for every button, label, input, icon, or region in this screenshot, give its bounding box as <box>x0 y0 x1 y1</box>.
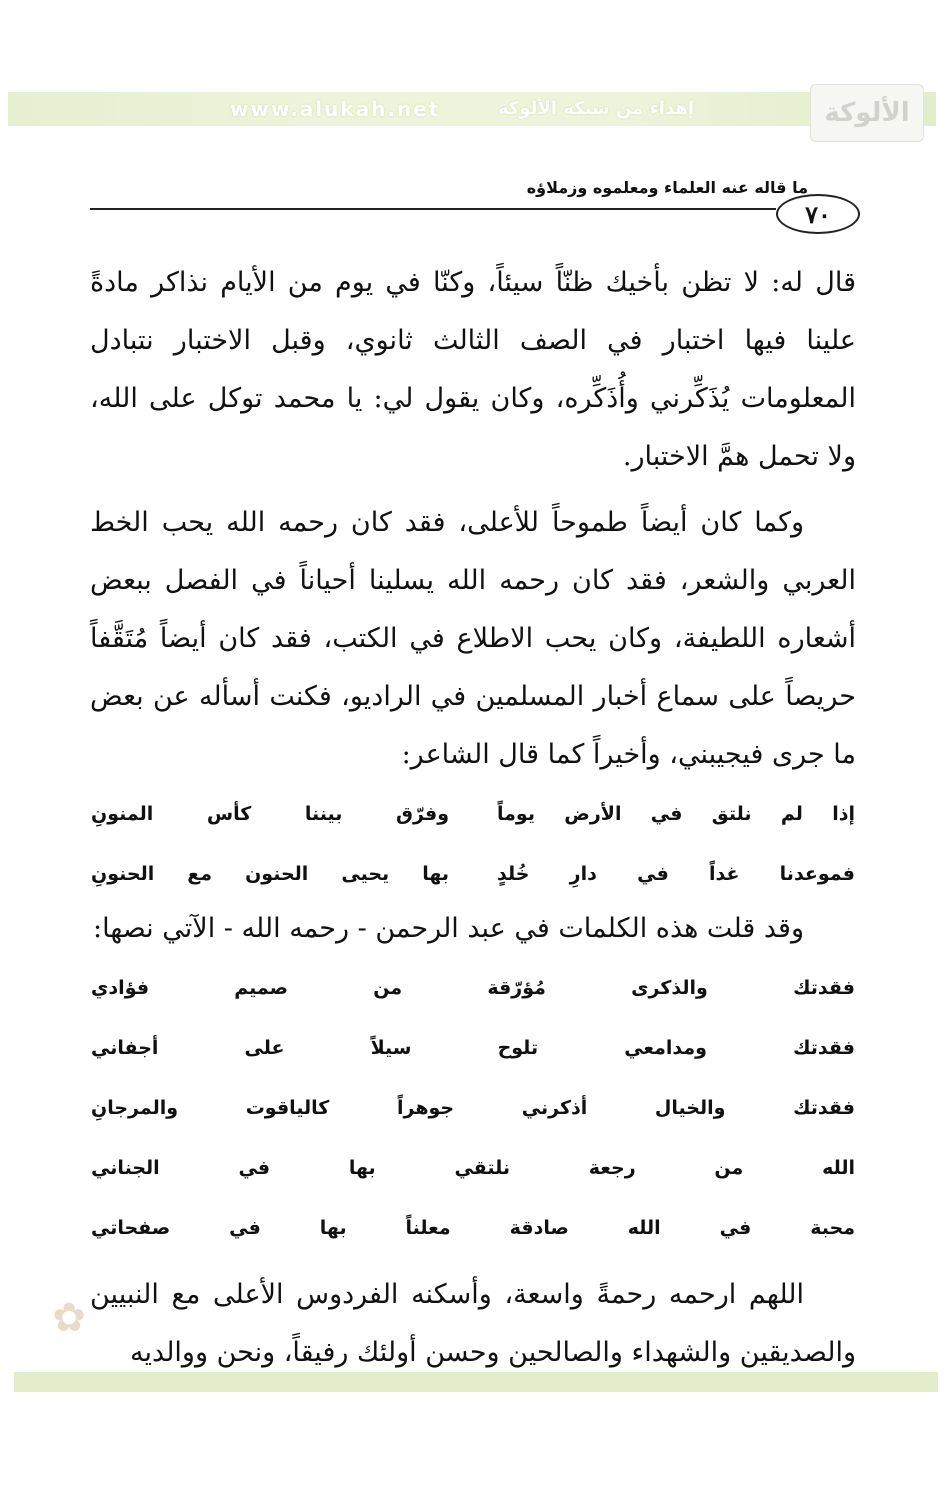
closing-paragraph: اللهم ارحمه رحمةً واسعة، وأسكنه الفردوس الأعلى مع النبيين والصديقين والشهداء والصالحين وحسن أولئك رفيقاً، ونحن ووالديه <box>90 1279 856 1368</box>
elegy-word: فؤادي <box>91 977 150 999</box>
poem-word: إذا <box>832 803 855 825</box>
running-header-title: ما قاله عنه العلماء ومعلموه وزملاؤه <box>526 178 808 197</box>
elegy-word: الله <box>627 1217 661 1239</box>
elegy-word: مُؤرّقة <box>487 977 546 999</box>
poem-hemistich-left <box>90 844 450 904</box>
banner-gift-text: إهداء من شبكة الألوكة <box>498 98 694 119</box>
paragraph-1: قال له: لا تظن بأخيك ظنّاً سيئاً، وكنّا في يوم من الأيام نذاكر مادةً علينا فيها اختبار في الصف الثالث ثانوي، وقبل الاختبار نتبادل المعلومات يُذَكِّرني وأُذَكِّره، وكان يقول لي: يا محمد توكل على الله، ولا تحمل همَّ الاختبار. <box>90 267 856 472</box>
elegy-intro: وقد قلت هذه الكلمات في عبد الرحمن - رحمه الله - الآتي نصها: <box>93 913 804 944</box>
poem-verse-2 <box>90 844 856 904</box>
elegy-cell <box>90 1138 856 1198</box>
elegy-word: في <box>229 1217 261 1239</box>
poem-word: بيننا <box>304 803 343 825</box>
elegy-word: والخيال <box>654 1097 726 1119</box>
poem <box>90 784 856 904</box>
elegy-word: معلناً <box>405 1217 451 1239</box>
poem-word: غداً <box>708 863 740 885</box>
poem-word: خُلدٍ <box>497 863 530 885</box>
elegy-word: سيلاً <box>370 1037 412 1059</box>
faded-watermark-icon: ✿ <box>52 1295 86 1341</box>
elegy-line-2 <box>90 1018 856 1078</box>
poem-word: المنونِ <box>91 803 154 825</box>
elegy-line-4 <box>90 1138 856 1198</box>
elegy-word: صفحاتي <box>91 1217 171 1239</box>
elegy-word: والذكرى <box>631 977 708 999</box>
alukah-logo: الألوكة <box>810 84 924 142</box>
elegy-word: في <box>719 1217 752 1239</box>
elegy-line-3 <box>90 1078 856 1138</box>
poem-hemistich-left <box>90 784 450 844</box>
poem-word: في <box>650 803 683 825</box>
elegy-word: تلوح <box>497 1037 539 1059</box>
poem-word: بها <box>422 863 450 885</box>
poem-word: لم <box>780 803 803 825</box>
footer-band <box>14 1372 938 1392</box>
elegy-word: من <box>373 977 403 999</box>
elegy-cell <box>90 958 856 1018</box>
elegy-cell <box>90 1198 856 1258</box>
poem-word: الحنون <box>245 863 309 885</box>
poem-word: كأس <box>206 803 252 825</box>
elegy-word: نلتقي <box>454 1157 510 1179</box>
page-body <box>90 254 856 1382</box>
elegy-word: بها <box>348 1157 376 1179</box>
banner-site-url[interactable]: www.alukah.net <box>230 97 441 121</box>
elegy-word: في <box>238 1157 271 1179</box>
elegy-word: من <box>714 1157 744 1179</box>
site-banner <box>8 92 936 126</box>
elegy-word: الجناني <box>91 1157 160 1179</box>
elegy-word: صادقة <box>509 1217 569 1239</box>
poem-word: يوماً <box>497 803 535 825</box>
elegy-word: رجعة <box>588 1157 636 1179</box>
elegy-word: أجفاني <box>91 1037 159 1059</box>
poem-word: في <box>637 863 669 885</box>
elegy-word: فقدتك <box>793 1097 855 1119</box>
poem-word: الأرض <box>564 803 622 825</box>
poem-gap <box>450 844 496 904</box>
poem-word: الحنونِ <box>91 863 155 885</box>
elegy-cell <box>90 1018 856 1078</box>
poem-verse-1 <box>90 784 856 844</box>
elegy-word: صميم <box>234 977 289 999</box>
elegy-word: جوهراً <box>397 1097 455 1119</box>
elegy-word: فقدتك <box>793 1037 855 1059</box>
elegy-line-1 <box>90 958 856 1018</box>
page-number: ٧٠ <box>776 194 860 234</box>
elegy-word: على <box>244 1037 285 1059</box>
poem-word: مع <box>187 863 213 885</box>
elegy-word: فقدتك <box>793 977 855 999</box>
poem-word: دارِ <box>569 863 597 885</box>
poem-word: نلتق <box>711 803 752 825</box>
elegy-word: والمرجانِ <box>91 1097 179 1119</box>
poem-hemistich-right <box>496 784 856 844</box>
elegy-poem <box>90 958 856 1258</box>
poem-hemistich-right <box>496 844 856 904</box>
header-rule <box>90 208 776 210</box>
elegy-cell <box>90 1078 856 1138</box>
elegy-word: الله <box>822 1157 855 1179</box>
elegy-word: أذكرني <box>521 1097 588 1119</box>
poem-word: وفرّق <box>395 803 450 825</box>
poem-word: يحيى <box>341 863 390 885</box>
elegy-word: محبة <box>810 1217 855 1239</box>
elegy-line-5 <box>90 1198 856 1258</box>
poem-gap <box>450 784 496 844</box>
elegy-word: كالياقوت <box>245 1097 330 1119</box>
poem-word: فموعدنا <box>779 863 855 885</box>
paragraph-2: وكما كان أيضاً طموحاً للأعلى، فقد كان رحمه الله يحب الخط العربي والشعر، فقد كان رحمه الله يسلينا أحياناً في الفصل ببعض أشعاره اللطيفة، وكان يحب الاطلاع في الكتب، فقد كان أيضاً مُتَقَّفاً حريصاً على سماع أخبار المسلمين في الراديو، فكنت أسأله عن بعض ما جرى فيجيبني، وأخيراً كما قال الشاعر: <box>90 507 856 770</box>
elegy-word: بها <box>319 1217 347 1239</box>
elegy-word: ومدامعي <box>624 1037 707 1059</box>
